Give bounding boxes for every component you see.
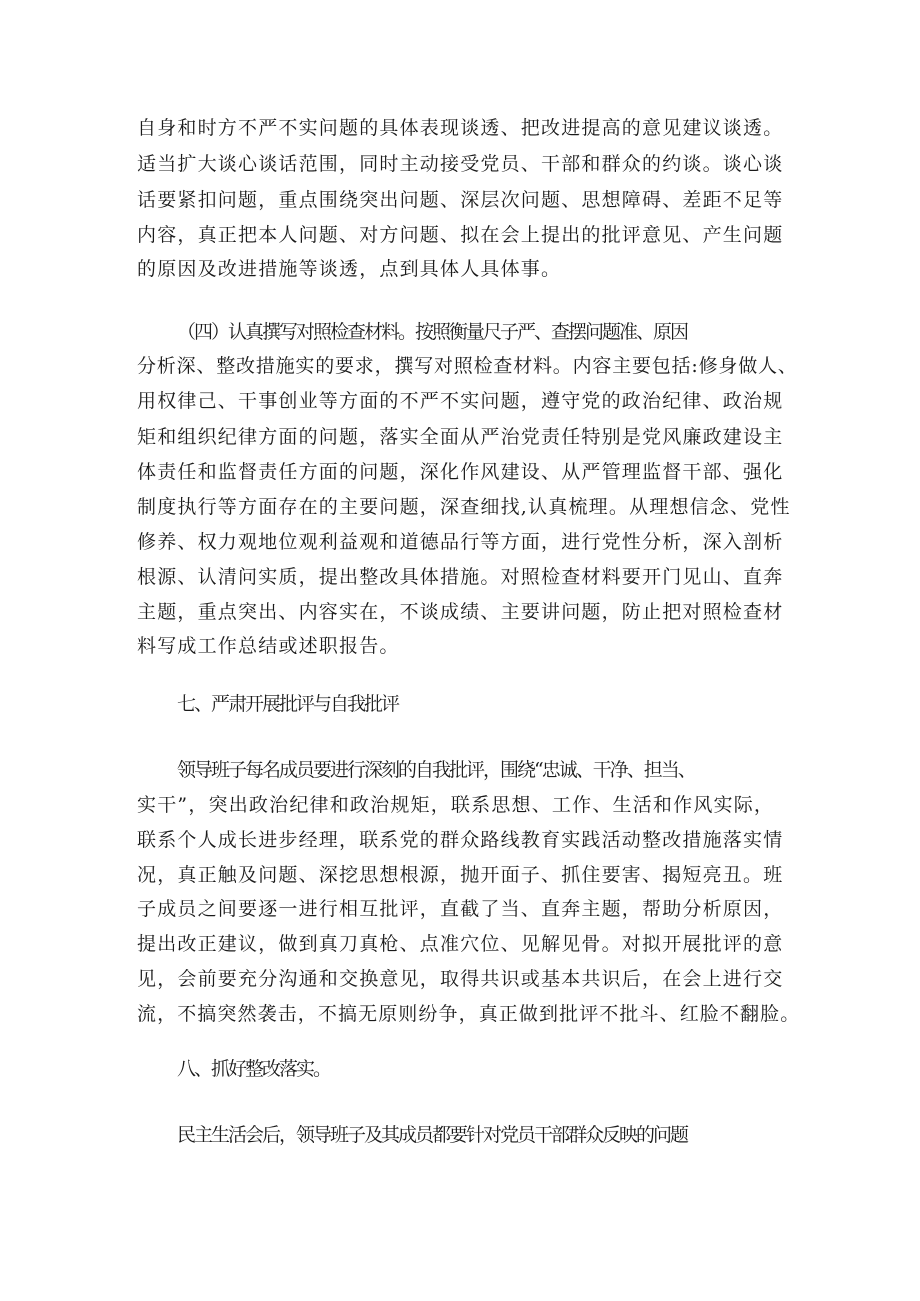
text-line: 子成员之间要逐一进行相互批评，直截了当、直奔主题，帮助分析原因， (137, 898, 784, 920)
text-line: 提出改正建议，做到真刀真枪、点准穴位、见解见骨。对拟开展批评的意 (137, 933, 784, 955)
text-line: 料写成工作总结或述职报告。 (137, 635, 400, 657)
text-line: 况，真正触及问题、深挖思想根源，抛开面子、抓住要害、揭短亮丑。班 (137, 864, 784, 886)
section-heading-8: 八、抓好整改落实。 (177, 1058, 331, 1080)
text-line: 根源、认清问实质，提出整改具体措施。对照检查材料要开门见山、直奔 (137, 566, 784, 588)
text-line: 分析深、整改措施实的要求，撰写对照检查材料。内容主要包括:修身做人、 (137, 355, 798, 377)
text-line: 民主生活会后，领导班子及其成员都要针对党员干部群众反映的问题 (177, 1124, 688, 1146)
section-heading-7: 七、严肃开展批评与自我批评 (177, 693, 399, 715)
text-line: 自身和时方不严不实问题的具体表现谈透、把改进提高的意见建议谈透。 (137, 117, 784, 139)
text-line: 实干”，突出政治纪律和政治规矩，联系思想、工作、生活和作风实际， (137, 794, 775, 816)
text-line: 主题，重点突出、内容实在，不谈成绩、主要讲问题，防止把对照检查材 (137, 601, 784, 623)
text-line: 见，会前要充分沟通和交换意见，取得共识或基本共识后，在会上进行交 (137, 968, 784, 990)
text-line: 适当扩大谈心谈话范围，同时主动接受党员、干部和群众的约谈。谈心谈 (137, 153, 784, 175)
text-line: 矩和组织纪律方面的问题，落实全面从严治党责任特别是党风廉政建设主 (137, 426, 784, 448)
text-line: 制度执行等方面存在的主要问题，深查细找,认真梳理。从理想信念、党性 (137, 496, 791, 518)
text-line: 领导班子每名成员要进行深刻的自我批评，围绕“忠诚、干净、担当、 (177, 759, 695, 781)
section-4-title-line: （四）认真撰写对照检查材料。按照衡量尺子严、查摆问题准、原因 (177, 321, 688, 343)
text-line: 流，不搞突然袭击，不搞无原则纷争，真正做到批评不批斗、红脸不翻脸。 (137, 1003, 801, 1025)
text-line: 话要紧扣问题，重点围绕突出问题、深层次问题、思想障碍、差距不足等 (137, 189, 784, 211)
text-line: 用权律己、干事创业等方面的不严不实问题，遵守党的政治纪律、政治规 (137, 390, 784, 412)
text-line: 修养、权力观地位观利益观和道德品行等方面，进行党性分析，深入剖析 (137, 531, 784, 553)
text-line: 的原因及改进措施等谈透，点到具体人具体事。 (137, 258, 562, 280)
text-line: 内容，真正把本人问题、对方问题、拟在会上提出的批评意见、产生问题 (137, 224, 784, 246)
text-line: 联系个人成长进步经理，联系党的群众路线教育实践活动整改措施落实情 (137, 829, 784, 851)
text-line: 体责任和监督责任方面的问题，深化作风建设、从严管理监督干部、强化 (137, 461, 784, 483)
